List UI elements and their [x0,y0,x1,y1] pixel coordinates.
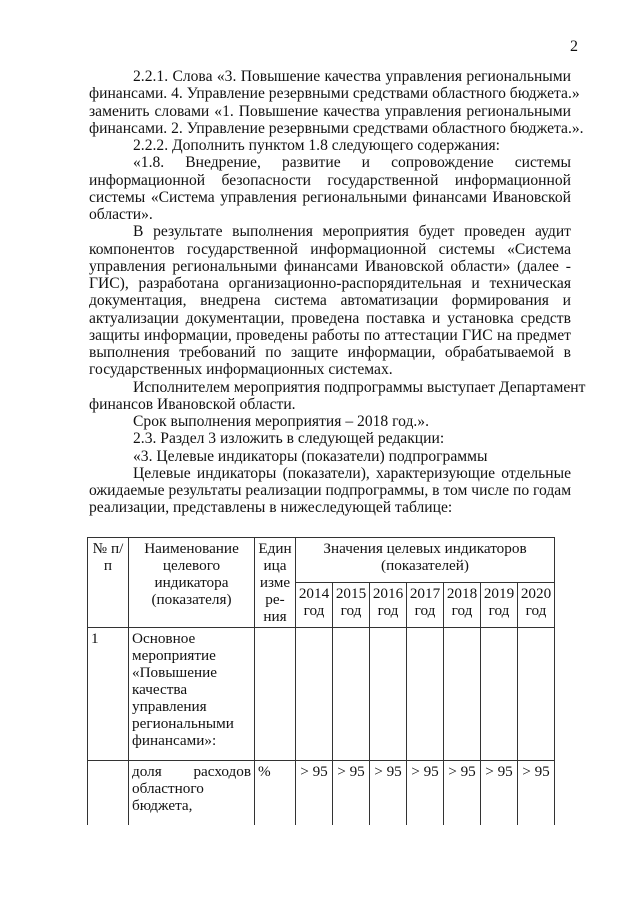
text-line: документация, внедрена система автоматизации формирования и [89,292,571,310]
cell-value [370,628,407,761]
text-line: реализации, представлены в нижеследующей таблице: [89,499,453,517]
header-values-group: Значения целевых индикаторов (показателей) [296,538,555,583]
cell-value [296,628,333,761]
text-line: области». [89,206,153,223]
cell-no [88,761,129,826]
paragraph [89,137,571,154]
header-name: Наименование целевого индикатора (показателя) [129,538,255,628]
header-year: 2020 год [518,583,555,628]
table-row [88,628,555,761]
text-line: ГИС), разработана организационно-распорядительная и техническая [89,275,571,292]
cell-value [444,628,481,761]
paragraph [89,448,571,465]
text-line: «3. Целевые индикаторы (показатели) подпрограммы [133,447,488,465]
header-year: 2014 год [296,583,333,628]
text-line: актуализации документации, проведена поставка и установка средств [89,309,571,327]
cell-value: > 95 [444,761,481,826]
text-line: защиты информации, проведены работы по аттестации ГИС на предмет [89,326,571,344]
text-line: Срок выполнения мероприятия – 2018 год.». [133,413,429,430]
paragraph [89,378,586,414]
text-line: управления региональными финансами Ивановской области» (далее - [89,257,571,275]
cell-value [481,628,518,761]
text-line: компонентов государственной информационной системы «Система [89,240,571,258]
cell-unit [255,628,296,761]
cell-value [407,628,444,761]
text-line: финансов Ивановской области. [89,395,296,413]
paragraph [89,154,571,223]
table-row [88,761,555,826]
table-header-row [88,538,555,583]
cell-value [518,628,555,761]
cell-unit: % [255,761,296,826]
text-line: системы «Система управления региональными финансами Ивановской [89,188,571,206]
document-body [89,68,586,517]
text-line: 2.3. Раздел 3 изложить в следующей редакции: [133,430,445,448]
text-line: выполнения требований по защите информации, обрабатываемой в [89,344,571,361]
cell-value: > 95 [296,761,333,826]
header-no: № п/п [88,538,129,628]
text-line: В результате выполнения мероприятия будет проведен аудит [133,223,571,241]
header-year: 2018 год [444,583,481,628]
page-number: 2 [570,38,578,55]
text-line: заменить словами «1. Повышение качества управления региональными [89,102,571,120]
header-year: 2019 год [481,583,518,628]
paragraph [89,68,584,137]
cell-value: > 95 [333,761,370,826]
paragraph [89,413,571,430]
header-year: 2017 год [407,583,444,628]
paragraph [89,430,571,447]
cell-no: 1 [88,628,129,761]
header-year: 2016 год [370,583,407,628]
cell-value [333,628,370,761]
cell-value: > 95 [407,761,444,826]
text-line: Целевые индикаторы (показатели), характеризующие отдельные [133,464,571,482]
cell-value: > 95 [481,761,518,826]
text-line: «1.8. Внедрение, развитие и сопровождение системы [133,154,571,172]
paragraph [89,465,571,517]
indicators-table [87,537,555,825]
text-line: 2.2.2. Дополнить пунктом 1.8 следующего содержания: [133,137,501,154]
text-line: Исполнителем мероприятия подпрограммы выступает Департамент [133,378,586,396]
cell-name: Основное мероприятие «Повышение качества управления региональными финансами»: [129,628,255,761]
cell-value: > 95 [370,761,407,826]
text-line: информационной безопасности государственной информационной [89,171,571,189]
cell-value: > 95 [518,761,555,826]
header-unit: Един ица изме ре- ния [255,538,296,628]
cell-name: доля расходов областного бюджета, [129,761,255,826]
paragraph [89,223,571,378]
text-line: финансами. 4. Управление резервными средствами областного бюджета.» [89,85,580,103]
text-line: ожидаемые результаты реализации подпрограммы, в том числе по годам [89,482,572,499]
text-line: государственных информационных системах. [89,361,393,379]
text-line: 2.2.1. Слова «3. Повышение качества управления региональными [133,68,571,85]
text-line: финансами. 2. Управление резервными средствами областного бюджета.». [89,119,584,137]
header-year: 2015 год [333,583,370,628]
